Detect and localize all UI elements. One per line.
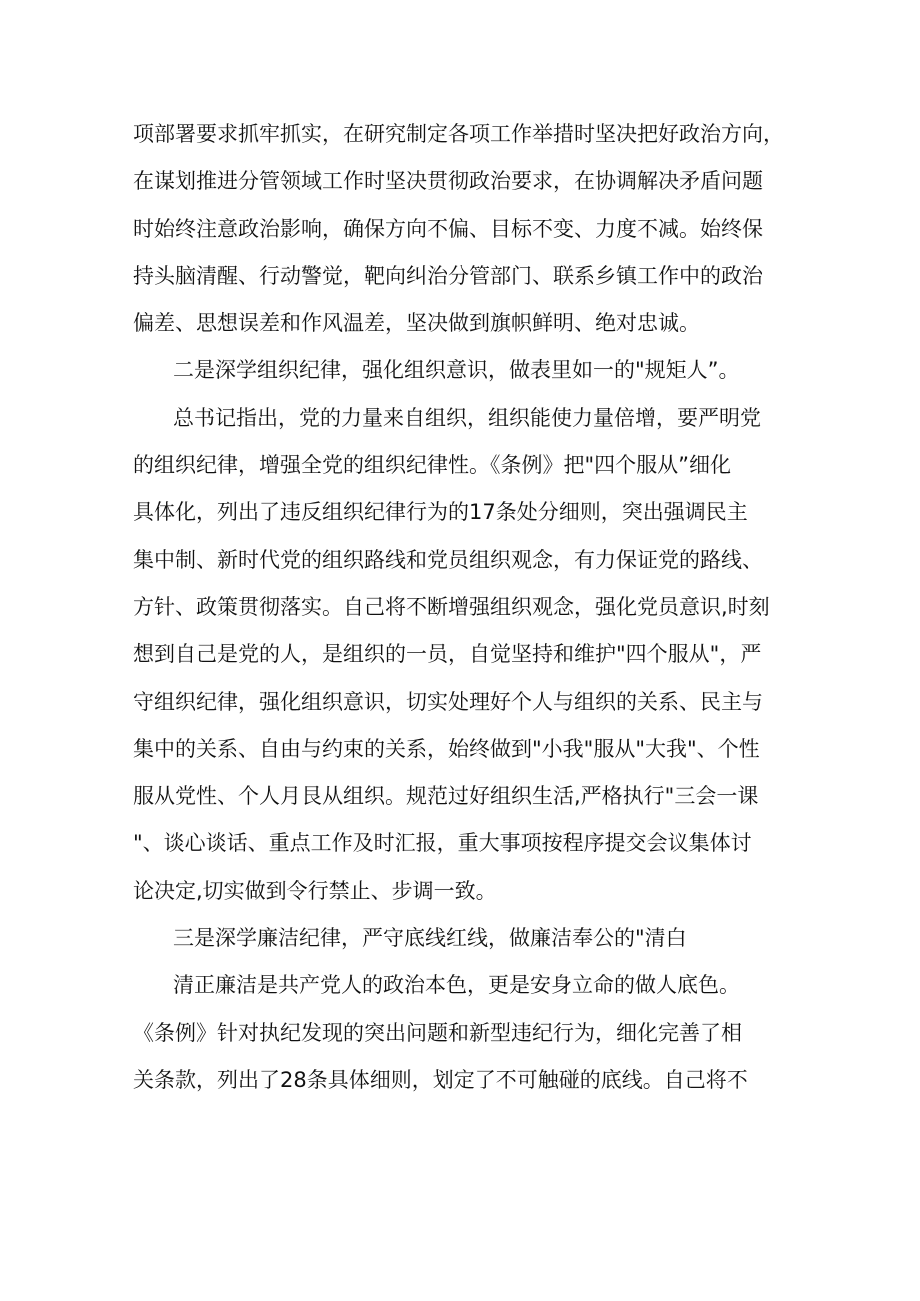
paragraph-party-political-discipline (133, 111, 793, 347)
text-line: 集中制、新时代党的组织路线和党员组织观念，有力保证党的路线、 (133, 547, 763, 572)
text-line: 具体化，列出了违反组织纪律行为的17条处分细则，突出强调民主 (133, 500, 748, 525)
text-line: 的组织纪律，增强全党的组织纪律性。《条例》把"四个服从”细化 (133, 453, 732, 478)
text-line: 偏差、思想误差和作风温差，坚决做到旗帜鲜明、绝对忠诚。 (133, 311, 700, 336)
text-line: 项部署要求抓牢抓实，在研究制定各项工作举措时坚决把好政治方向， (133, 122, 784, 146)
text-line: 在谋划推进分管领域工作时坚决贯彻政治要求，在协调解决矛盾问题 (133, 169, 763, 194)
text-line: 关条款，列出了28条具体细则，划定了不可触碰的底线。自己将不 (133, 1067, 748, 1092)
section-heading-organizational-discipline: 二是深学组织纪律，强化组织意识，做表里如一的"规矩人”。 (173, 358, 740, 383)
text-line: 服从党性、个人月艮从组织。规范过好组织生活,严格执行"三会一课 (133, 784, 759, 809)
section-heading-integrity-discipline: 三是深学廉洁纪律，严守底线红线，做廉洁奉公的"清白 (173, 926, 687, 951)
text-line: 《条例》针对执纪发现的突出问题和新型违纪行为，细化完善了相 (133, 1020, 742, 1045)
paragraph-organizational-discipline (133, 395, 793, 915)
paragraph-integrity-discipline (133, 962, 793, 1104)
text-line: "、谈心谈话、重点工作及时汇报，重大事项按程序提交会议集体讨 (133, 831, 752, 856)
text-line: 清正廉洁是共产党人的政治本色，更是安身立命的做人底色。 (173, 973, 740, 998)
text-line: 论决定,切实做到令行禁止、步调一致。 (133, 878, 497, 903)
text-line: 持头脑清醒、行动警觉，靶向纠治分管部门、联系乡镇工作中的政治 (133, 263, 763, 288)
text-line: 总书记指出，党的力量来自组织，组织能使力量倍增，要严明党 (173, 405, 761, 430)
text-line: 方针、政策贯彻落实。自己将不断增强组织观念，强化党员意识,时刻 (133, 594, 770, 619)
text-line: 守组织纪律，强化组织意识，切实处理好个人与组织的关系、民主与 (133, 689, 763, 714)
text-line: 集中的关系、自由与约束的关系，始终做到"小我"服从"大我"、个性 (133, 736, 760, 761)
text-line: 想到自己是党的人，是组织的一员，自觉坚持和维护"四个服从"，严 (133, 642, 762, 667)
document-body (133, 111, 793, 1104)
text-line: 时始终注意政治影响，确保方向不偏、目标不变、力度不减。始终保 (133, 216, 763, 241)
